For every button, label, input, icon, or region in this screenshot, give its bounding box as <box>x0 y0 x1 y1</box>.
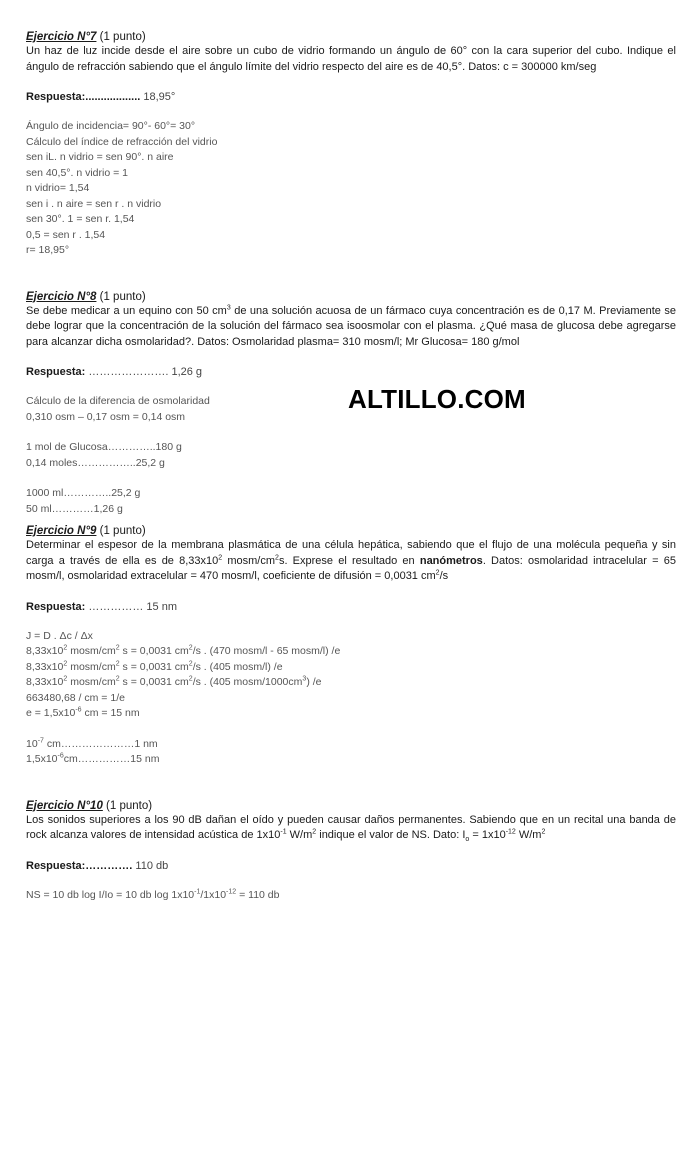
exercise-7-calculation <box>26 119 676 259</box>
exercise-8-answer <box>26 365 676 379</box>
answer-value: …………… 15 nm <box>88 600 177 613</box>
exercise-10-calculation <box>26 888 676 904</box>
calc-line: NS = 10 db log I/Io = 10 db $\log 1x10^{-1}/1x10^{-12} = 110$ db <box>26 888 280 901</box>
calc-line: sen iL. n vidrio = sen 90°. n aire <box>26 151 174 163</box>
exercise-10-header <box>26 799 676 813</box>
calc-line: $10^{-7}$ cm…………………1 nm <box>26 737 158 750</box>
answer-value: …………………. 1,26 g <box>88 366 203 378</box>
exercise-9 <box>26 524 676 768</box>
answer-label: Respuesta: <box>26 366 86 378</box>
calc-line: 0,5 = sen r . 1,54 <box>26 228 106 241</box>
calc-line: J = D . Δc / Δx <box>26 629 93 642</box>
calc-line: 663480,68 / cm = 1/e <box>26 691 125 704</box>
exercise-7-points: (1 punto) <box>99 31 146 43</box>
exercise-10-points: (1 punto) <box>106 799 153 812</box>
calc-line: $1,5x10^{-6}cm\dots\dots\dots\dots\dots 15$ nm <box>26 752 160 765</box>
calc-line: Cálculo del índice de refracción del vidrio <box>26 135 218 148</box>
calc-line: Ángulo de incidencia= 90°- 60°= 30° <box>26 120 196 132</box>
answer-label: Respuesta:.................. <box>26 91 141 103</box>
exercise-8-statement: Se debe medicar a un equino con 50 $cm^3$ de una solución acuosa de un fármaco cuya concentración es de 0,17 M. Previamente se debe lograr que la concentración de la solución del fármaco sea isoosmolar con el plasma. ¿Qué masa de glucosa debe agregarse para alcanzar dicha osmolaridad?. Datos: Osmolaridad plasma= 310 mosm/l; Mr Glucosa= 180 g/mol <box>26 303 676 348</box>
document-page <box>26 30 676 903</box>
exercise-8 <box>26 290 676 518</box>
calc-line: 50 ml…………1,26 g <box>26 502 123 515</box>
answer-label: Respuesta:…………. <box>26 859 133 872</box>
exercise-9-header <box>26 524 676 538</box>
calc-line: sen i . n aire = sen r . n vidrio <box>26 197 162 210</box>
exercise-8-calculation <box>26 394 676 517</box>
calc-line: $8,33x10^2$ mosm/$cm^2$ s = 0,0031 $cm^2/s$ . (470 mosm/l - 65 mosm/l) /e <box>26 644 341 657</box>
answer-label: Respuesta: <box>26 600 86 613</box>
calc-line: sen 30°. 1 = sen r. 1,54 <box>26 213 135 225</box>
watermark: ALTILLO.COM <box>348 384 526 414</box>
exercise-9-title: Ejercicio N°9 <box>26 525 97 537</box>
calc-line: 0,14 moles……………..25,2 g <box>26 456 165 469</box>
exercise-10-answer <box>26 859 676 873</box>
answer-value: 110 db <box>135 859 169 872</box>
exercise-7-statement: Un haz de luz incide desde el aire sobre un cubo de vidrio formando un ángulo de 60° con la cara superior del cubo. Indique el ángulo de refracción sabiendo que el ángulo límite del vidrio respecto del aire es de 40,5°. Datos: c = 300000 km/seg <box>26 45 676 73</box>
calc-line: $8,33x10^2$ mosm/$cm^2$ s = 0,0031 $cm^2/s$ . (405 mosm/l) /e <box>26 660 283 673</box>
calc-line: n vidrio= 1,54 <box>26 182 90 194</box>
exercise-7-header <box>26 30 676 44</box>
exercise-8-points: (1 punto) <box>99 290 146 303</box>
calc-line: $8,33x10^2$ mosm/$cm^2$ s = 0,0031 $cm^2/s$ . (405 mosm/$1000cm^3$) /e <box>26 675 322 688</box>
exercise-8-header <box>26 290 676 304</box>
exercise-9-calculation <box>26 629 676 768</box>
exercise-8-title: Ejercicio N°8 <box>26 290 97 303</box>
calc-line: Cálculo de la diferencia de osmolaridad <box>26 395 210 407</box>
exercise-9-points: (1 punto) <box>99 525 146 537</box>
exercise-10-title: Ejercicio N°10 <box>26 799 103 812</box>
exercise-7-answer <box>26 90 676 104</box>
exercise-10-statement: Los sonidos superiores a los 90 dB dañan el oído y pueden causar daños permanentes. Sabiendo que en un recital una banda de rock alcanza valores de intensidad acústica de $1x10^{-1}$ $W/m^2$ indique el valor de NS. Dato: $I_o = 1x10^{-12}$ $W/m^2$ <box>26 813 676 844</box>
calc-line: $e = 1,5x10^{-6}$ cm = 15 nm <box>26 706 140 719</box>
calc-line: 1 mol de Glucosa…………..180 g <box>26 441 182 453</box>
exercise-7-title: Ejercicio N°7 <box>26 31 97 43</box>
exercise-10 <box>26 799 676 904</box>
calc-line: sen 40,5°. n vidrio = 1 <box>26 166 128 179</box>
answer-value: 18,95° <box>143 91 176 103</box>
calc-line: 0,310 osm – 0,17 osm = 0,14 osm <box>26 410 186 423</box>
exercise-7 <box>26 30 676 259</box>
exercise-9-answer <box>26 600 676 614</box>
calc-line: r= 18,95° <box>26 244 70 256</box>
exercise-9-statement: Determinar el espesor de la membrana plasmática de una célula hepática, sabiendo que el flujo de una molécula pequeña y sin carga a través de ella es de $8,33x10^2$ mosm/$cm^2s$. Exprese el resultado en nanómetros. Datos: osmolaridad intracelular = 65 mosm/l, osmolaridad extracelular = 470 mosm/l, coeficiente de difusión = 0,0031 $cm^2/s$ <box>26 539 676 582</box>
calc-line: 1000 ml…………..25,2 g <box>26 487 141 499</box>
